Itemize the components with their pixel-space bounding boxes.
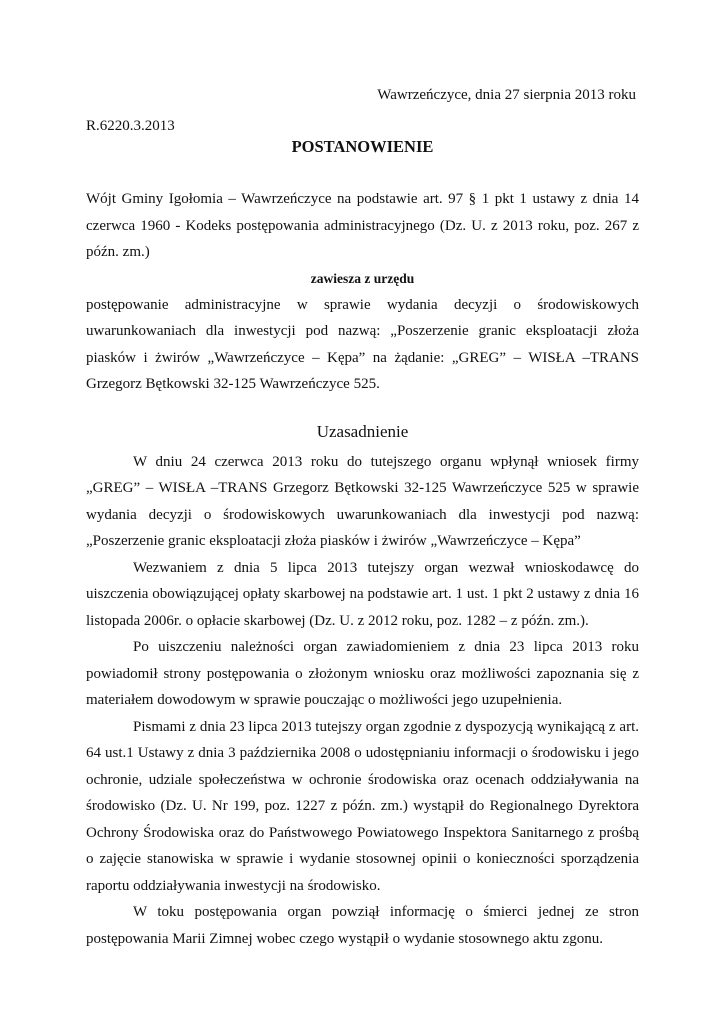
justification-paragraph-3: Po uiszczeniu należności organ zawiadomieniem z dnia 23 lipca 2013 roku powiadomił strony postępowania o złożonym wniosku oraz możliwości zapoznania się z materiałem dowodowym w sprawie pouczając o możliwości jego uzupełnienia. — [86, 639, 639, 708]
justification-paragraph-2: Wezwaniem z dnia 5 lipca 2013 tutejszy organ wezwał wnioskodawcę do uiszczenia obowiązującej opłaty skarbowej na podstawie art. 1 ust. 1 pkt 2 ustawy z dnia 16 listopada 2006r. o opłacie skarbowej (Dz. U. z 2012 roku, poz. 1282 – z późn. zm.). — [86, 559, 639, 629]
justification-heading: Uzasadnienie — [316, 421, 409, 441]
justification-paragraph-4: Pismami z dnia 23 lipca 2013 tutejszy organ zgodnie z dyspozycją wynikającą z art. 64 ust.1 Ustawy z dnia 3 października 2008 o udostępnianiu informacji o środowisku i jego ochronie, udziale społeczeństwa w ochronie środowiska oraz ocenach oddziaływania na środowisko (Dz. U. Nr 199, poz. 1227 z późn. zm.) wystąpił do Regionalnego Dyrektora Ochrony Środowiska oraz do Państwowego Powiatowego Inspektora Sanitarnego z prośbą o zajęcie stanowiska w sprawie i wydanie stosownej opinii o konieczności sporządzenia raportu oddziaływania inwestycji na środowisko. — [86, 718, 639, 894]
document-title: POSTANOWIENIE — [291, 137, 434, 156]
case-signature: R.6220.3.2013 — [86, 118, 175, 134]
place-date: Wawrzeńczyce, dnia 27 sierpnia 2013 roku — [377, 87, 636, 103]
justification-paragraph-5: W toku postępowania organ powziął informację o śmierci jednej ze stron postępowania Marii Zimnej wobec czego wystąpił o wydanie stosownego aktu zgonu. — [86, 904, 639, 947]
subject-paragraph: postępowanie administracyjne w sprawie wydania decyzji o środowiskowych uwarunkowaniach dla inwestycji pod nazwą: „Poszerzenie granic eksploatacji złoża piasków i żwirów „Wawrzeńczyce – Kępa” na żądanie: „GREG” – WISŁA –TRANS Grzegorz Bętkowski 32-125 Wawrzeńczyce 525. — [86, 296, 639, 392]
decision-text: zawiesza z urzędu — [310, 270, 415, 286]
intro-paragraph: Wójt Gminy Igołomia – Wawrzeńczyce na podstawie art. 97 § 1 pkt 1 ustawy z dnia 14 czerwca 1960 - Kodeks postępowania administracyjnego (Dz. U. z 2013 roku, poz. 267 z późn. zm.) — [86, 191, 639, 260]
justification-paragraph-1: W dniu 24 czerwca 2013 roku do tutejszego organu wpłynął wniosek firmy „GREG” – WISŁA –TRANS Grzegorz Bętkowski 32-125 Wawrzeńczyce 525 w sprawie wydania decyzji o środowiskowych uwarunkowaniach dla inwestycji pod nazwą: „Poszerzenie granic eksploatacji złoża piasków i żwirów „Wawrzeńczyce – Kępa” — [86, 453, 639, 549]
document-body — [86, 186, 639, 952]
